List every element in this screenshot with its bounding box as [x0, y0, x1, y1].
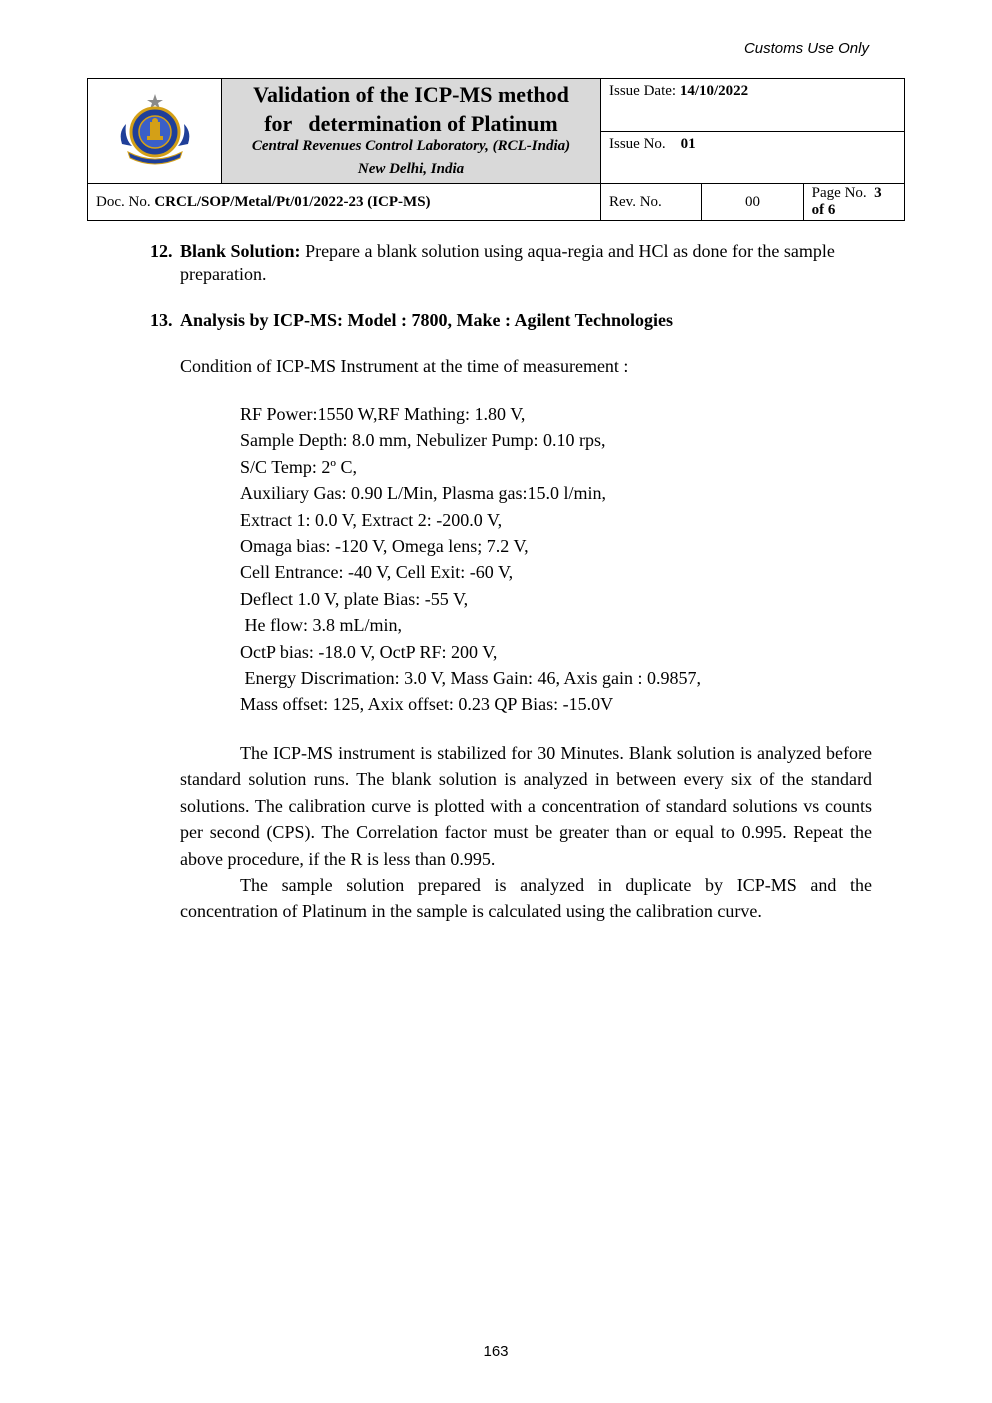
document-title-line1: Validation of the ICP-MS method — [253, 82, 569, 107]
title-cell — [222, 79, 601, 184]
issue-date-label: Issue Date: — [609, 83, 677, 99]
rev-no-label: Rev. No. — [609, 193, 662, 210]
page-number: 163 — [483, 1343, 509, 1360]
param-line: RF Power:1550 W,RF Mathing: 1.80 V, — [240, 404, 526, 424]
issue-no-value: 01 — [680, 135, 696, 152]
document-header-table — [87, 78, 905, 221]
param-line: Mass offset: 125, Axix offset: 0.23 QP Bias: -15.0V — [240, 694, 614, 715]
param-line: Energy Discrimation: 3.0 V, Mass Gain: 46, Axis gain : 0.9857, — [240, 668, 701, 689]
doc-no-value: CRCL/SOP/Metal/Pt/01/2022-23 (ICP-MS) — [154, 193, 431, 210]
param-line: S/C Temp: 2º C, — [240, 456, 358, 477]
param-line: Deflect 1.0 V, plate Bias: -55 V, — [240, 588, 469, 609]
issue-date-value: 14/10/2022 — [679, 83, 749, 99]
customs-emblem-icon — [114, 92, 196, 166]
param-line: He flow: 3.8 mL/min, — [240, 615, 402, 636]
procedure-paragraph-1: The ICP-MS instrument is stabilized for 30 Minutes. Blank solution is analyzed before standard solution runs. The blank solution is analyzed in between every six of the standard solutions. The calibration curve is plotted with a concentration of standard solutions vs counts per second (CPS). The Correlation factor must be greater than or equal to 0.995. Repeat the above procedure, if the R is less than 0.995. — [180, 742, 872, 869]
page-no-value: 3 of 6 — [811, 185, 882, 218]
section-heading — [180, 309, 872, 332]
logo-cell — [88, 79, 222, 184]
issue-date-cell — [601, 79, 905, 132]
param-line: Auxiliary Gas: 0.90 L/Min, Plasma gas:15.0 l/min, — [240, 483, 606, 504]
param-line: OctP bias: -18.0 V, OctP RF: 200 V, — [240, 641, 498, 662]
doc-no-cell — [88, 184, 601, 221]
instrument-parameters — [240, 401, 872, 718]
document-body — [150, 240, 872, 925]
condition-intro: Condition of ICP-MS Instrument at the time of measurement : — [180, 356, 629, 376]
section-12 — [150, 240, 872, 286]
doc-no-label: Doc. No. — [96, 193, 151, 210]
page-no-label: Page No. — [811, 185, 867, 201]
procedure-paragraph-2: The sample solution prepared is analyzed in duplicate by ICP-MS and the concentration of Platinum in the sample is calculated using the calibration curve. — [180, 874, 872, 922]
rev-no-value-cell — [702, 184, 803, 221]
document-title-line2: for determination of Platinum — [264, 111, 558, 136]
org-name-line1: Central Revenues Control Laboratory, (RCL-India) — [251, 138, 571, 154]
rev-no-label-cell — [601, 184, 702, 221]
page-no-cell — [803, 184, 904, 221]
issue-no-cell — [601, 131, 905, 184]
param-line: Sample Depth: 8.0 mm, Nebulizer Pump: 0.10 rps, — [240, 430, 606, 451]
issue-no-label: Issue No. — [609, 135, 666, 152]
section-13 — [150, 309, 872, 332]
param-line: Cell Entrance: -40 V, Cell Exit: -60 V, — [240, 562, 514, 583]
rev-no-value: 00 — [744, 193, 760, 210]
section-body: Prepare a blank solution using aqua-regia and HCl as done for the sample preparation. — [180, 241, 835, 284]
section-number: 13. — [150, 310, 173, 330]
param-line: Extract 1: 0.0 V, Extract 2: -200.0 V, — [240, 509, 503, 530]
section-number: 12. — [150, 241, 173, 261]
org-name-line2: New Delhi, India — [357, 161, 465, 177]
section-heading-text: Analysis by ICP-MS: Model : 7800, Make : Agilent Technologies — [180, 310, 674, 330]
param-line: Omaga bias: -120 V, Omega lens; 7.2 V, — [240, 536, 529, 557]
customs-use-only-note: Customs Use Only — [743, 40, 869, 57]
section-heading: Blank Solution: — [180, 241, 301, 261]
section-text — [180, 240, 872, 286]
